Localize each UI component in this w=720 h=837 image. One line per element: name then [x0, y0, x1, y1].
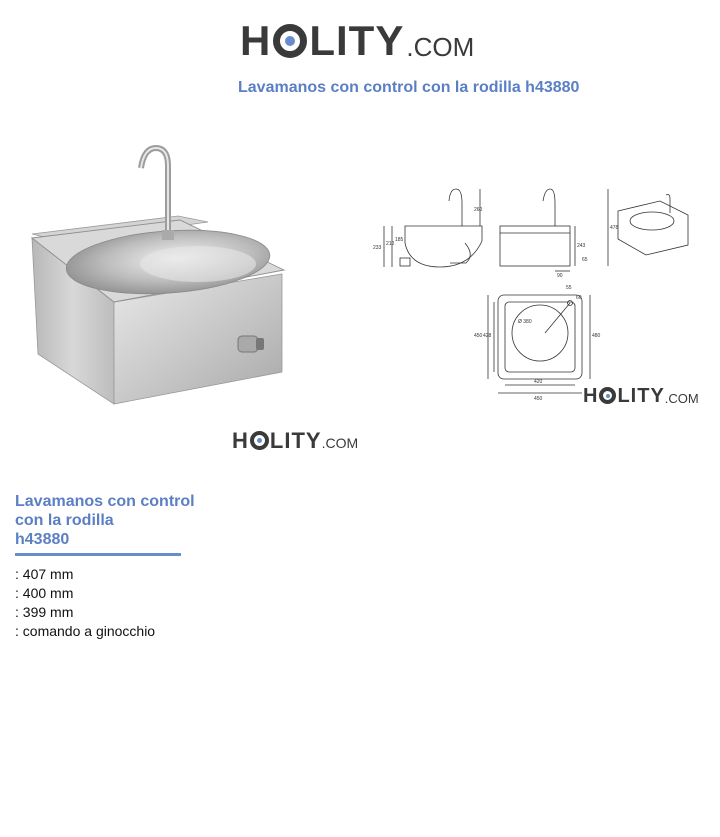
spec-item: : 399 mm	[15, 604, 74, 620]
site-logo[interactable]	[240, 17, 475, 64]
logo-suffix: .COM	[406, 32, 475, 62]
logo-o-icon	[250, 431, 269, 450]
logo-text-right: LITY	[309, 17, 405, 64]
dim-front-height: 478	[610, 225, 619, 231]
page-title: Lavamanos con control con la rodilla h43880	[238, 79, 580, 96]
spec-item: : 400 mm	[15, 585, 74, 601]
spec-item: : comando a ginocchio	[15, 623, 156, 639]
dim-side-total: 260	[474, 207, 483, 213]
dim-top-depth-inner: 428	[483, 333, 492, 339]
logo-text-left: H	[240, 17, 272, 64]
dim-top-depth-outer: 450	[474, 333, 483, 339]
spec-item: : 407 mm	[15, 566, 74, 582]
title-underline	[15, 553, 181, 556]
dim-top-a: 55	[566, 285, 572, 291]
product-photo	[28, 142, 293, 407]
dim-top-width-inner: 420	[534, 379, 543, 385]
logo-text-left: H	[583, 385, 599, 407]
dim-top-width-outer: 450	[534, 396, 543, 402]
dim-front-inner: 243	[577, 243, 586, 249]
dim-top-diameter: Ø 380	[518, 319, 532, 325]
product-title-line: Lavamanos con control	[15, 493, 195, 510]
product-title	[15, 492, 215, 549]
logo-text-left: H	[232, 428, 249, 453]
dim-top-right: 480	[592, 333, 601, 339]
product-code: h43880	[15, 531, 70, 548]
logo-o-icon	[599, 387, 616, 404]
logo-text-right: LITY	[617, 385, 665, 407]
dim-top-b: 60	[576, 295, 582, 301]
dim-front-small: 65	[582, 257, 588, 263]
dim-side-a: 233	[373, 245, 382, 251]
logo-text-right: LITY	[269, 428, 322, 453]
dim-side-c: 185	[395, 237, 404, 243]
dim-side-b: 210	[386, 241, 395, 247]
logo-o-icon	[273, 24, 307, 58]
drawing-watermark-logo	[583, 386, 699, 406]
photo-watermark-logo	[232, 430, 358, 452]
dim-front-offset: 90	[557, 273, 563, 279]
product-title-line: con la rodilla	[15, 512, 114, 529]
logo-suffix: .COM	[664, 391, 699, 406]
logo-suffix: .COM	[321, 435, 359, 451]
technical-drawing	[370, 183, 700, 413]
spec-list	[15, 565, 155, 641]
